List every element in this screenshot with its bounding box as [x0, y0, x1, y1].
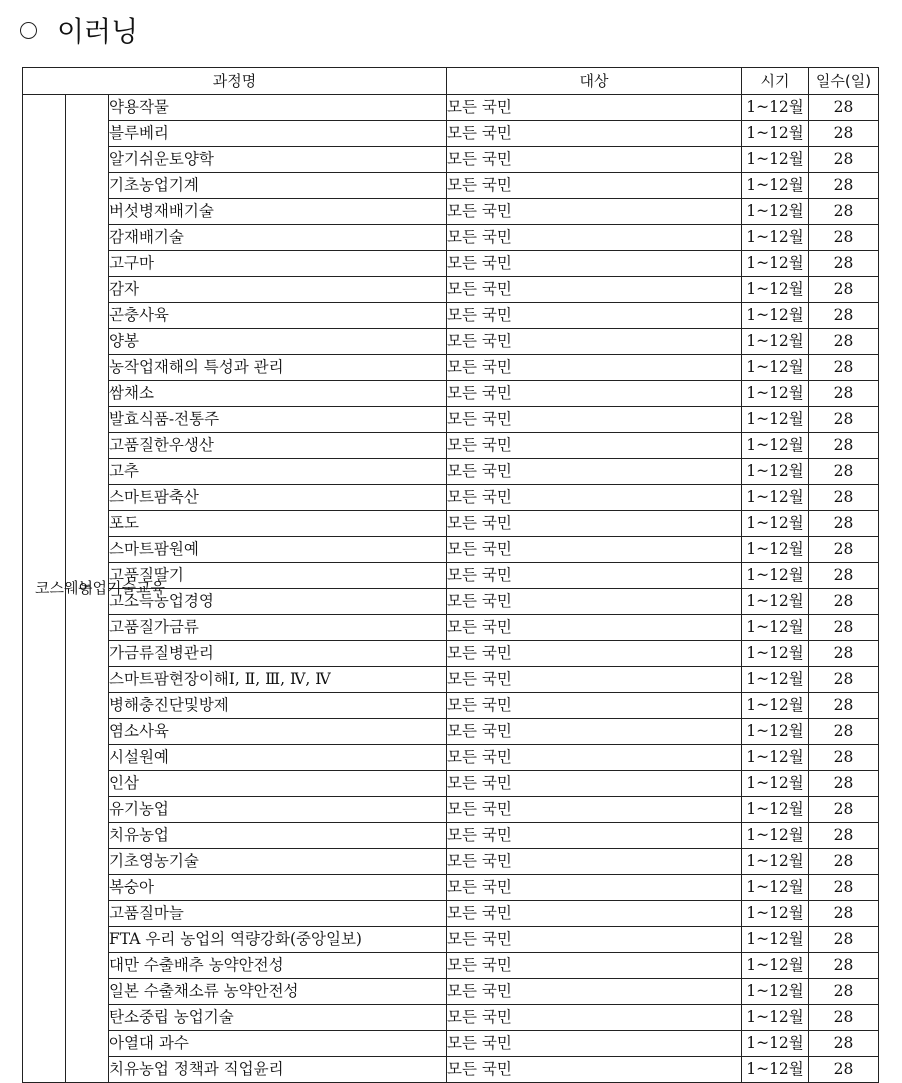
days-cell: 28 — [809, 485, 879, 511]
course-name-cell: 포도 — [109, 511, 447, 537]
course-name-cell: 곤충사육 — [109, 303, 447, 329]
course-name-cell: 고품질가금류 — [109, 615, 447, 641]
target-cell: 모든 국민 — [447, 433, 742, 459]
course-name-cell: 고구마 — [109, 251, 447, 277]
days-cell: 28 — [809, 121, 879, 147]
days-cell: 28 — [809, 1005, 879, 1031]
target-cell: 모든 국민 — [447, 511, 742, 537]
table-row — [23, 225, 879, 251]
period-cell: 1~12월 — [742, 355, 809, 381]
target-cell: 모든 국민 — [447, 303, 742, 329]
table-row — [23, 433, 879, 459]
days-cell: 28 — [809, 563, 879, 589]
days-cell: 28 — [809, 849, 879, 875]
table-row — [23, 511, 879, 537]
period-cell: 1~12월 — [742, 693, 809, 719]
target-cell: 모든 국민 — [447, 459, 742, 485]
course-name-cell: 버섯병재배기술 — [109, 199, 447, 225]
target-cell: 모든 국민 — [447, 277, 742, 303]
period-cell: 1~12월 — [742, 797, 809, 823]
days-cell: 28 — [809, 1057, 879, 1083]
table-row — [23, 329, 879, 355]
target-cell: 모든 국민 — [447, 589, 742, 615]
period-cell: 1~12월 — [742, 563, 809, 589]
target-cell: 모든 국민 — [447, 693, 742, 719]
days-cell: 28 — [809, 979, 879, 1005]
days-cell: 28 — [809, 719, 879, 745]
period-cell: 1~12월 — [742, 823, 809, 849]
table-row — [23, 589, 879, 615]
course-name-cell: 감재배기술 — [109, 225, 447, 251]
days-cell: 28 — [809, 1031, 879, 1057]
table-row — [23, 459, 879, 485]
table-row — [23, 1005, 879, 1031]
target-cell: 모든 국민 — [447, 953, 742, 979]
period-cell: 1~12월 — [742, 225, 809, 251]
period-cell: 1~12월 — [742, 927, 809, 953]
target-cell: 모든 국민 — [447, 147, 742, 173]
group-label-agri-tech-text: 농업기술교육 — [78, 579, 165, 597]
period-cell: 1~12월 — [742, 953, 809, 979]
days-cell: 28 — [809, 303, 879, 329]
target-cell: 모든 국민 — [447, 745, 742, 771]
period-cell: 1~12월 — [742, 407, 809, 433]
days-cell: 28 — [809, 225, 879, 251]
course-name-cell: 탄소중립 농업기술 — [109, 1005, 447, 1031]
period-cell: 1~12월 — [742, 589, 809, 615]
days-cell: 28 — [809, 329, 879, 355]
table-header-row — [23, 68, 879, 95]
days-cell: 28 — [809, 797, 879, 823]
group-label-courseware-text: 코스웨어 — [35, 579, 93, 597]
days-cell: 28 — [809, 771, 879, 797]
period-cell: 1~12월 — [742, 745, 809, 771]
days-cell: 28 — [809, 407, 879, 433]
target-cell: 모든 국민 — [447, 771, 742, 797]
days-cell: 28 — [809, 615, 879, 641]
days-cell: 28 — [809, 927, 879, 953]
days-cell: 28 — [809, 823, 879, 849]
period-cell: 1~12월 — [742, 537, 809, 563]
course-name-cell: 대만 수출배추 농약안전성 — [109, 953, 447, 979]
course-name-cell: 스마트팜축산 — [109, 485, 447, 511]
table-row — [23, 251, 879, 277]
group-label-courseware — [23, 95, 93, 1083]
header-course-name: 과정명 — [23, 68, 447, 95]
period-cell: 1~12월 — [742, 173, 809, 199]
course-name-cell: 알기쉬운토양학 — [109, 147, 447, 173]
course-name-cell: 감자 — [109, 277, 447, 303]
table-row — [23, 1057, 879, 1083]
table-row — [23, 303, 879, 329]
table-body — [23, 95, 879, 1083]
section-title: 이러닝 — [57, 15, 139, 48]
days-cell: 28 — [809, 589, 879, 615]
course-name-cell: 고품질한우생산 — [109, 433, 447, 459]
period-cell: 1~12월 — [742, 381, 809, 407]
course-name-cell: 아열대 과수 — [109, 1031, 447, 1057]
period-cell: 1~12월 — [742, 121, 809, 147]
course-name-cell: 시설원예 — [109, 745, 447, 771]
course-name-cell: 고추 — [109, 459, 447, 485]
target-cell: 모든 국민 — [447, 1057, 742, 1083]
period-cell: 1~12월 — [742, 303, 809, 329]
course-name-cell: 복숭아 — [109, 875, 447, 901]
target-cell: 모든 국민 — [447, 329, 742, 355]
table-row — [23, 121, 879, 147]
course-name-cell: 고품질딸기 — [109, 563, 447, 589]
period-cell: 1~12월 — [742, 485, 809, 511]
period-cell: 1~12월 — [742, 1005, 809, 1031]
days-cell: 28 — [809, 277, 879, 303]
days-cell: 28 — [809, 199, 879, 225]
table-row — [23, 953, 879, 979]
days-cell: 28 — [809, 95, 879, 121]
days-cell: 28 — [809, 173, 879, 199]
table-row — [23, 927, 879, 953]
table-row — [23, 693, 879, 719]
course-name-cell: 블루베리 — [109, 121, 447, 147]
target-cell: 모든 국민 — [447, 641, 742, 667]
target-cell: 모든 국민 — [447, 563, 742, 589]
target-cell: 모든 국민 — [447, 849, 742, 875]
table-row — [23, 901, 879, 927]
days-cell: 28 — [809, 537, 879, 563]
target-cell: 모든 국민 — [447, 797, 742, 823]
target-cell: 모든 국민 — [447, 719, 742, 745]
period-cell: 1~12월 — [742, 459, 809, 485]
table-row — [23, 407, 879, 433]
target-cell: 모든 국민 — [447, 667, 742, 693]
days-cell: 28 — [809, 511, 879, 537]
target-cell: 모든 국민 — [447, 979, 742, 1005]
table-row — [23, 147, 879, 173]
days-cell: 28 — [809, 433, 879, 459]
course-name-cell: 약용작물 — [109, 95, 447, 121]
period-cell: 1~12월 — [742, 277, 809, 303]
table-row — [23, 797, 879, 823]
table-row — [23, 719, 879, 745]
course-name-cell: 유기농업 — [109, 797, 447, 823]
table-row — [23, 823, 879, 849]
course-name-cell: 치유농업 정책과 직업윤리 — [109, 1057, 447, 1083]
target-cell: 모든 국민 — [447, 173, 742, 199]
header-days: 일수(일) — [809, 68, 879, 95]
period-cell: 1~12월 — [742, 875, 809, 901]
target-cell: 모든 국민 — [447, 875, 742, 901]
target-cell: 모든 국민 — [447, 121, 742, 147]
table-row — [23, 667, 879, 693]
period-cell: 1~12월 — [742, 1031, 809, 1057]
course-name-cell: 스마트팜현장이해Ⅰ, Ⅱ, Ⅲ, Ⅳ, Ⅳ — [109, 667, 447, 693]
period-cell: 1~12월 — [742, 667, 809, 693]
course-name-cell: 발효식품-전통주 — [109, 407, 447, 433]
table-row — [23, 615, 879, 641]
table-row — [23, 563, 879, 589]
course-name-cell: FTA 우리 농업의 역량강화(중앙일보) — [109, 927, 447, 953]
course-name-cell: 치유농업 — [109, 823, 447, 849]
course-name-cell: 일본 수출채소류 농약안전성 — [109, 979, 447, 1005]
target-cell: 모든 국민 — [447, 381, 742, 407]
period-cell: 1~12월 — [742, 511, 809, 537]
table-row — [23, 771, 879, 797]
course-name-cell: 가금류질병관리 — [109, 641, 447, 667]
course-name-cell: 농작업재해의 특성과 관리 — [109, 355, 447, 381]
table-row — [23, 849, 879, 875]
target-cell: 모든 국민 — [447, 355, 742, 381]
course-name-cell: 인삼 — [109, 771, 447, 797]
table-row — [23, 641, 879, 667]
days-cell: 28 — [809, 875, 879, 901]
period-cell: 1~12월 — [742, 199, 809, 225]
header-period: 시기 — [742, 68, 809, 95]
table-row — [23, 979, 879, 1005]
period-cell: 1~12월 — [742, 329, 809, 355]
table-row — [23, 875, 879, 901]
table-row — [23, 199, 879, 225]
target-cell: 모든 국민 — [447, 225, 742, 251]
days-cell: 28 — [809, 381, 879, 407]
days-cell: 28 — [809, 147, 879, 173]
target-cell: 모든 국민 — [447, 537, 742, 563]
period-cell: 1~12월 — [742, 1057, 809, 1083]
target-cell: 모든 국민 — [447, 1031, 742, 1057]
table-row — [23, 277, 879, 303]
target-cell: 모든 국민 — [447, 95, 742, 121]
period-cell: 1~12월 — [742, 771, 809, 797]
course-name-cell: 기초농업기계 — [109, 173, 447, 199]
target-cell: 모든 국민 — [447, 927, 742, 953]
period-cell: 1~12월 — [742, 719, 809, 745]
days-cell: 28 — [809, 901, 879, 927]
days-cell: 28 — [809, 745, 879, 771]
period-cell: 1~12월 — [742, 979, 809, 1005]
course-name-cell: 스마트팜원예 — [109, 537, 447, 563]
course-name-cell: 염소사육 — [109, 719, 447, 745]
table-row — [23, 1031, 879, 1057]
days-cell: 28 — [809, 667, 879, 693]
days-cell: 28 — [809, 355, 879, 381]
target-cell: 모든 국민 — [447, 407, 742, 433]
target-cell: 모든 국민 — [447, 1005, 742, 1031]
table-row — [23, 95, 879, 121]
target-cell: 모든 국민 — [447, 199, 742, 225]
circle-bullet-icon — [20, 22, 37, 39]
header-target: 대상 — [447, 68, 742, 95]
target-cell: 모든 국민 — [447, 901, 742, 927]
days-cell: 28 — [809, 641, 879, 667]
period-cell: 1~12월 — [742, 849, 809, 875]
section-heading — [20, 10, 138, 50]
course-name-cell: 병해충진단및방제 — [109, 693, 447, 719]
days-cell: 28 — [809, 459, 879, 485]
period-cell: 1~12월 — [742, 615, 809, 641]
days-cell: 28 — [809, 953, 879, 979]
course-name-cell: 쌈채소 — [109, 381, 447, 407]
table-row — [23, 745, 879, 771]
table-row — [23, 355, 879, 381]
target-cell: 모든 국민 — [447, 485, 742, 511]
period-cell: 1~12월 — [742, 251, 809, 277]
table-row — [23, 381, 879, 407]
table-row — [23, 485, 879, 511]
period-cell: 1~12월 — [742, 95, 809, 121]
target-cell: 모든 국민 — [447, 251, 742, 277]
course-name-cell: 기초영농기술 — [109, 849, 447, 875]
period-cell: 1~12월 — [742, 901, 809, 927]
target-cell: 모든 국민 — [447, 615, 742, 641]
period-cell: 1~12월 — [742, 147, 809, 173]
period-cell: 1~12월 — [742, 433, 809, 459]
course-name-cell: 고소득농업경영 — [109, 589, 447, 615]
course-name-cell: 양봉 — [109, 329, 447, 355]
table-row — [23, 173, 879, 199]
course-table — [22, 67, 879, 1083]
days-cell: 28 — [809, 693, 879, 719]
days-cell: 28 — [809, 251, 879, 277]
target-cell: 모든 국민 — [447, 823, 742, 849]
period-cell: 1~12월 — [742, 641, 809, 667]
table-row — [23, 537, 879, 563]
course-name-cell: 고품질마늘 — [109, 901, 447, 927]
